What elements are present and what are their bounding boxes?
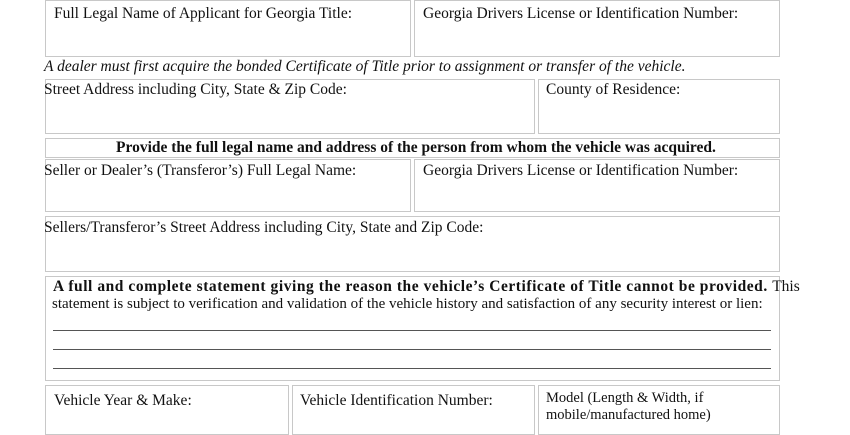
street-address-label: Street Address including City, State & Zip Code: [44,81,347,98]
county-label: County of Residence: [546,81,681,98]
vin-field[interactable] [295,412,536,430]
model-label-line2: mobile/manufactured home) [546,407,711,423]
vin-label: Vehicle Identification Number: [300,392,493,409]
seller-address-field[interactable] [48,240,781,270]
statement-bold-text: A full and complete statement giving the reason the vehicle’s Certificate of Title cannot be provided. [53,278,768,295]
statement-tail-text: This [772,278,800,295]
county-field[interactable] [541,102,781,132]
applicant-license-label: Georgia Drivers License or Identification Number: [423,5,739,22]
year-make-label: Vehicle Year & Make: [54,392,192,409]
seller-name-field[interactable] [48,182,412,211]
applicant-license-field[interactable] [417,26,781,56]
statement-subtext: statement is subject to verification and validation of the vehicle history and satisfaction of any security interest or lien: [52,296,763,312]
statement-heading [53,278,800,296]
seller-license-field[interactable] [417,182,781,211]
model-label-line1: Model (Length & Width, if [546,390,704,406]
applicant-name-label: Full Legal Name of Applicant for Georgia Title: [54,5,353,22]
seller-address-label: Sellers/Transferor’s Street Address including City, State and Zip Code: [44,219,484,236]
street-address-field[interactable] [48,102,536,132]
statement-field-1[interactable] [53,314,775,332]
dealer-note: A dealer must first acquire the bonded Certificate of Title prior to assignment or transfer of the vehicle. [44,58,686,75]
applicant-name-field[interactable] [48,26,412,56]
year-make-field[interactable] [48,412,290,430]
statement-field-3[interactable] [53,352,775,370]
seller-heading: Provide the full legal name and address of the person from whom the vehicle was acquired. [116,139,716,156]
seller-name-label: Seller or Dealer’s (Transferor’s) Full Legal Name: [44,162,357,179]
statement-field-2[interactable] [53,333,775,351]
seller-license-label: Georgia Drivers License or Identification Number: [423,162,739,179]
